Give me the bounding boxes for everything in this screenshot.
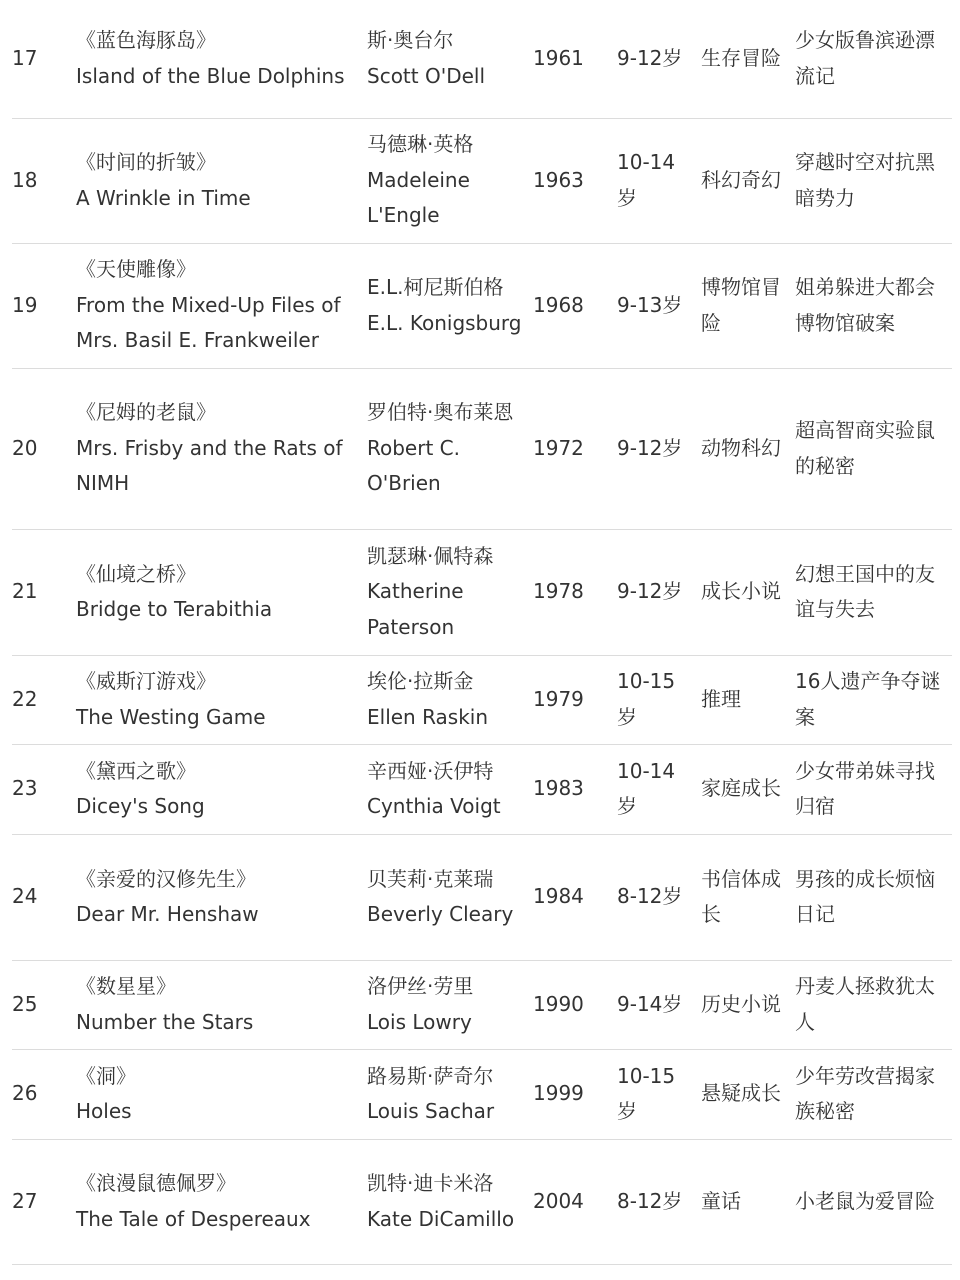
title-cell xyxy=(76,744,367,834)
author-cell xyxy=(367,744,533,834)
author-english: Katherine Paterson xyxy=(367,579,470,639)
row-number-cell xyxy=(12,529,76,655)
row-number: 17 xyxy=(12,46,38,70)
title-cell xyxy=(76,1139,367,1264)
year-cell xyxy=(533,744,617,834)
row-number: 23 xyxy=(12,776,38,801)
genre: 动物科幻 xyxy=(701,435,781,460)
age-range: 8-12岁 xyxy=(617,1188,683,1213)
row-number-cell xyxy=(12,0,76,118)
age-cell xyxy=(617,118,701,243)
description-cell xyxy=(795,529,952,655)
publication-year: 1999 xyxy=(533,1081,584,1106)
table-row xyxy=(12,118,952,243)
title-chinese: 《蓝色海豚岛》 xyxy=(76,28,216,53)
publication-year: 1963 xyxy=(533,167,584,192)
title-chinese: 《天使雕像》 xyxy=(76,257,196,282)
table-row xyxy=(12,960,952,1049)
title-cell xyxy=(76,529,367,655)
description-cell xyxy=(795,1139,952,1264)
title-english: Island of the Blue Dolphins xyxy=(76,63,345,88)
description: 姐弟躲进大都会博物馆破案 xyxy=(795,275,935,335)
author-cell xyxy=(367,529,533,655)
description-cell xyxy=(795,0,952,118)
age-range: 9-13岁 xyxy=(617,292,683,317)
author-chinese: 洛伊丝·劳里 xyxy=(367,974,474,998)
genre-cell xyxy=(701,960,795,1049)
row-number-cell xyxy=(12,834,76,960)
author-chinese: 埃伦·拉斯金 xyxy=(367,669,474,693)
description-cell xyxy=(795,368,952,529)
title-english: Holes xyxy=(76,1099,132,1123)
genre: 悬疑成长 xyxy=(701,1081,781,1106)
age-range: 10-14岁 xyxy=(617,758,676,818)
age-cell xyxy=(617,834,701,960)
age-range: 10-14岁 xyxy=(617,150,676,210)
age-cell xyxy=(617,368,701,529)
genre: 历史小说 xyxy=(701,991,781,1016)
genre-cell xyxy=(701,368,795,529)
genre-cell xyxy=(701,744,795,834)
author-english: E.L. Konigsburg xyxy=(367,310,522,335)
row-number: 18 xyxy=(12,167,38,192)
genre-cell xyxy=(701,1049,795,1139)
title-english: A Wrinkle in Time xyxy=(76,185,251,210)
row-number: 22 xyxy=(12,686,38,711)
table-row xyxy=(12,1049,952,1139)
title-english: Number the Stars xyxy=(76,1009,254,1034)
title-cell xyxy=(76,118,367,243)
description: 16人遗产争夺谜案 xyxy=(795,669,941,729)
description: 小老鼠为爱冒险 xyxy=(795,1188,935,1213)
title-cell xyxy=(76,243,367,368)
row-number: 25 xyxy=(12,991,38,1016)
publication-year: 1984 xyxy=(533,884,584,909)
publication-year: 1968 xyxy=(533,292,584,317)
year-cell xyxy=(533,655,617,744)
year-cell xyxy=(533,529,617,655)
row-number-cell xyxy=(12,1049,76,1139)
description: 超高智商实验鼠的秘密 xyxy=(795,418,935,478)
age-range: 9-12岁 xyxy=(617,46,683,70)
row-number-cell xyxy=(12,118,76,243)
publication-year: 1979 xyxy=(533,686,584,711)
title-chinese: 《数星星》 xyxy=(76,974,176,998)
genre: 博物馆冒险 xyxy=(701,275,781,335)
table-row xyxy=(12,655,952,744)
title-english: The Westing Game xyxy=(76,704,266,729)
publication-year: 1990 xyxy=(533,991,584,1016)
age-range: 10-15岁 xyxy=(617,669,676,729)
author-english: Scott O'Dell xyxy=(367,63,486,88)
title-chinese: 《浪漫鼠德佩罗》 xyxy=(76,1171,236,1195)
age-range: 10-15岁 xyxy=(617,1063,676,1123)
publication-year: 2004 xyxy=(533,1188,584,1213)
table-row xyxy=(12,1139,952,1264)
title-cell xyxy=(76,1049,367,1139)
author-chinese: 路易斯·萨奇尔 xyxy=(367,1063,494,1088)
title-chinese: 《亲爱的汉修先生》 xyxy=(76,866,256,891)
title-chinese: 《仙境之桥》 xyxy=(76,561,196,586)
title-chinese: 《尼姆的老鼠》 xyxy=(76,400,216,425)
title-cell xyxy=(76,960,367,1049)
title-chinese: 《威斯汀游戏》 xyxy=(76,669,216,693)
author-chinese: 辛西娅·沃伊特 xyxy=(367,758,494,783)
row-number-cell xyxy=(12,744,76,834)
table-row xyxy=(12,368,952,529)
age-cell xyxy=(617,655,701,744)
title-english: Bridge to Terabithia xyxy=(76,597,273,621)
row-number: 26 xyxy=(12,1081,38,1106)
author-chinese: 斯·奥台尔 xyxy=(367,28,454,53)
author-cell xyxy=(367,960,533,1049)
description: 男孩的成长烦恼日记 xyxy=(795,866,935,926)
publication-year: 1972 xyxy=(533,435,584,460)
row-number-cell xyxy=(12,655,76,744)
description-cell xyxy=(795,1049,952,1139)
title-cell xyxy=(76,0,367,118)
author-english: Louis Sachar xyxy=(367,1099,495,1123)
description: 少年劳改营揭家族秘密 xyxy=(795,1063,935,1123)
description-cell xyxy=(795,834,952,960)
author-cell xyxy=(367,1139,533,1264)
genre-cell xyxy=(701,655,795,744)
title-cell xyxy=(76,368,367,529)
description: 穿越时空对抗黑暗势力 xyxy=(795,150,935,210)
description-cell xyxy=(795,655,952,744)
publication-year: 1978 xyxy=(533,579,584,604)
year-cell xyxy=(533,243,617,368)
genre: 家庭成长 xyxy=(701,776,781,801)
row-number: 21 xyxy=(12,579,38,604)
title-chinese: 《时间的折皱》 xyxy=(76,150,216,174)
description-cell xyxy=(795,243,952,368)
age-range: 9-12岁 xyxy=(617,579,683,604)
title-english: Dear Mr. Henshaw xyxy=(76,902,259,926)
title-english: Dicey's Song xyxy=(76,794,205,818)
title-english: Mrs. Frisby and the Rats of NIMH xyxy=(76,435,349,496)
author-cell xyxy=(367,243,533,368)
table-row xyxy=(12,834,952,960)
author-chinese: 罗伯特·奥布莱恩 xyxy=(367,400,514,425)
table-row xyxy=(12,0,952,118)
age-range: 8-12岁 xyxy=(617,884,683,909)
age-cell xyxy=(617,0,701,118)
age-cell xyxy=(617,744,701,834)
author-cell xyxy=(367,118,533,243)
year-cell xyxy=(533,1049,617,1139)
age-range: 9-14岁 xyxy=(617,991,683,1016)
genre-cell xyxy=(701,0,795,118)
author-chinese: 贝芙莉·克莱瑞 xyxy=(367,866,494,891)
author-cell xyxy=(367,834,533,960)
title-cell xyxy=(76,655,367,744)
genre: 科幻奇幻 xyxy=(701,167,781,192)
age-cell xyxy=(617,960,701,1049)
genre: 推理 xyxy=(701,686,741,711)
author-cell xyxy=(367,368,533,529)
row-number: 20 xyxy=(12,435,38,460)
genre-cell xyxy=(701,529,795,655)
year-cell xyxy=(533,118,617,243)
year-cell xyxy=(533,1139,617,1264)
year-cell xyxy=(533,834,617,960)
author-english: Robert C. O'Brien xyxy=(367,435,467,496)
genre-cell xyxy=(701,834,795,960)
title-english: From the Mixed-Up Files of Mrs. Basil E. Frankweiler xyxy=(76,292,347,353)
row-number-cell xyxy=(12,243,76,368)
book-table xyxy=(12,0,952,1265)
age-cell xyxy=(617,243,701,368)
row-number: 19 xyxy=(12,292,38,317)
genre-cell xyxy=(701,243,795,368)
genre: 童话 xyxy=(701,1188,741,1213)
author-chinese: 凯瑟琳·佩特森 xyxy=(367,543,494,568)
description-cell xyxy=(795,960,952,1049)
title-chinese: 《黛西之歌》 xyxy=(76,758,196,783)
genre: 生存冒险 xyxy=(701,46,781,70)
genre: 成长小说 xyxy=(701,579,781,604)
row-number: 27 xyxy=(12,1188,38,1213)
age-cell xyxy=(617,1049,701,1139)
author-chinese: 凯特·迪卡米洛 xyxy=(367,1171,494,1195)
author-english: Lois Lowry xyxy=(367,1009,472,1034)
year-cell xyxy=(533,368,617,529)
table-row xyxy=(12,529,952,655)
genre-cell xyxy=(701,118,795,243)
author-english: Kate DiCamillo xyxy=(367,1206,515,1231)
row-number: 24 xyxy=(12,884,38,909)
author-cell xyxy=(367,1049,533,1139)
author-chinese: E.L.柯尼斯伯格 xyxy=(367,275,504,299)
genre-cell xyxy=(701,1139,795,1264)
description: 幻想王国中的友谊与失去 xyxy=(795,561,935,621)
table-row xyxy=(12,744,952,834)
description: 丹麦人拯救犹太人 xyxy=(795,974,935,1034)
author-cell xyxy=(367,0,533,118)
genre: 书信体成长 xyxy=(701,866,781,926)
publication-year: 1983 xyxy=(533,776,584,801)
author-cell xyxy=(367,655,533,744)
age-cell xyxy=(617,1139,701,1264)
row-number-cell xyxy=(12,368,76,529)
title-cell xyxy=(76,834,367,960)
publication-year: 1961 xyxy=(533,46,584,70)
row-number-cell xyxy=(12,960,76,1049)
author-english: Cynthia Voigt xyxy=(367,794,501,818)
author-chinese: 马德琳·英格 xyxy=(367,132,474,157)
age-cell xyxy=(617,529,701,655)
description-cell xyxy=(795,118,952,243)
title-english: The Tale of Despereaux xyxy=(76,1206,311,1231)
description: 少女带弟妹寻找归宿 xyxy=(795,758,935,818)
description: 少女版鲁滨逊漂流记 xyxy=(795,28,935,88)
row-number-cell xyxy=(12,1139,76,1264)
title-chinese: 《洞》 xyxy=(76,1063,136,1088)
author-english: Beverly Cleary xyxy=(367,902,514,926)
author-english: Madeleine L'Engle xyxy=(367,167,477,228)
author-english: Ellen Raskin xyxy=(367,704,489,729)
age-range: 9-12岁 xyxy=(617,435,683,460)
table-row xyxy=(12,243,952,368)
year-cell xyxy=(533,960,617,1049)
year-cell xyxy=(533,0,617,118)
description-cell xyxy=(795,744,952,834)
